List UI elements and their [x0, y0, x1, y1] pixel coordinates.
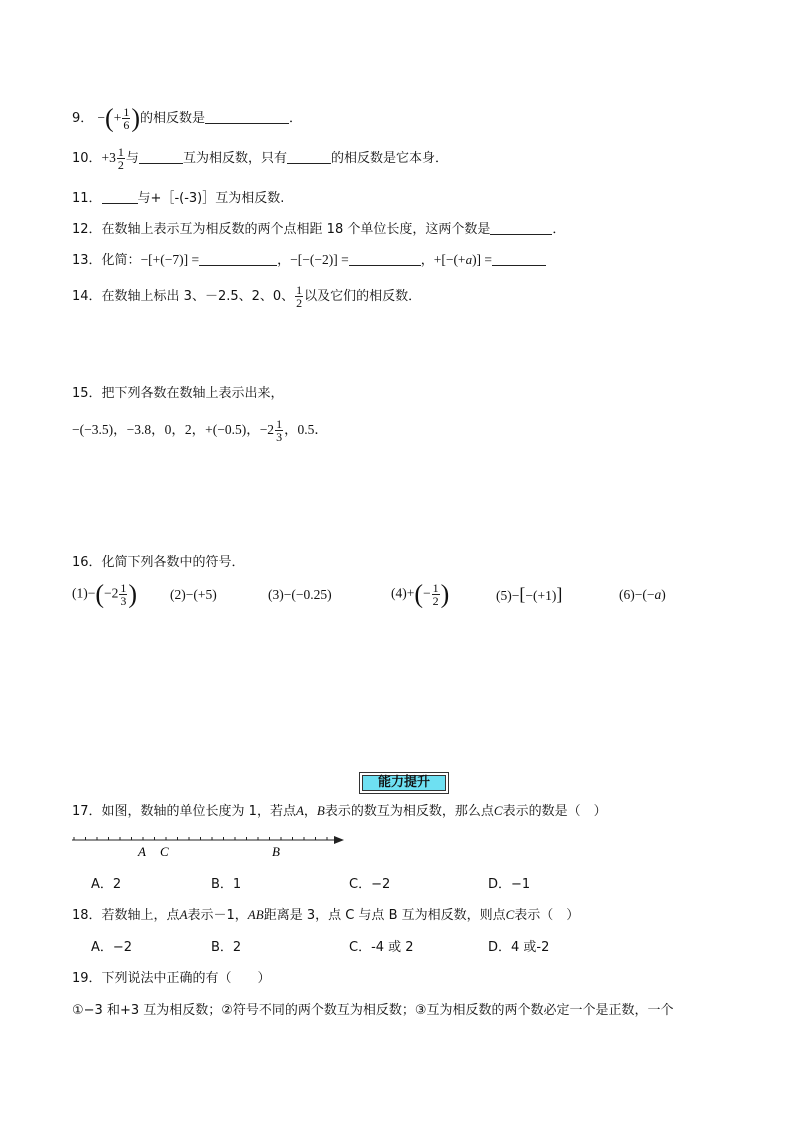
fraction [432, 582, 440, 607]
minus: − [423, 585, 431, 601]
expression-3: +[−(+ [433, 252, 466, 267]
question-text: 把下列各数在数轴上表示出来， [101, 386, 284, 401]
q18-option-b[interactable] [211, 936, 241, 955]
question-number: 19． [72, 971, 102, 986]
q16-item-5 [496, 584, 562, 605]
point-c: C [505, 907, 515, 922]
text-2: 互为相反数，只有 [182, 151, 287, 166]
number-tail: ，0.5． [284, 422, 328, 437]
separator: ， [191, 422, 206, 437]
q17-option-b[interactable] [211, 873, 241, 892]
mixed-whole: −2 [104, 585, 119, 601]
arrow-head-icon [334, 836, 344, 844]
right-bracket: ] [556, 584, 563, 604]
answer-blank[interactable] [102, 190, 138, 204]
right-paren: ) [131, 103, 141, 133]
question-number: 14． [72, 289, 102, 304]
denominator: 6 [123, 118, 130, 132]
q16-item-6 [619, 587, 666, 603]
item-expression: (2)−(+5) [170, 587, 217, 602]
question-number: 15． [72, 386, 102, 401]
period: ． [289, 111, 303, 126]
fraction [122, 106, 130, 131]
option-label: A．−2 [91, 940, 133, 955]
question-text: 化简下列各数中的符号． [101, 555, 245, 570]
q16-item-3 [268, 587, 332, 603]
item-label: (4)+ [391, 585, 415, 601]
option-label: B．1 [211, 877, 242, 892]
right-paren: ) [128, 579, 138, 609]
point-b: B [316, 803, 325, 818]
text-1: 如图，数轴的单位长度为 1，若点 [101, 804, 296, 819]
number-line [68, 828, 368, 868]
question-10 [72, 146, 448, 171]
option-label: C．−2 [349, 877, 391, 892]
label-b: B [272, 844, 280, 859]
number-item: −(−3.5) [72, 422, 114, 437]
number-item: −3.8 [126, 422, 152, 437]
numerator: 1 [296, 283, 303, 297]
separator: ， [420, 253, 434, 268]
text-3: 距离是 3，点 C 与点 B 互为相反数，则点 [263, 908, 506, 923]
expression-1: −[+(−7)] = [140, 252, 200, 267]
answer-blank-1[interactable] [199, 252, 277, 266]
question-17 [72, 800, 607, 819]
item-label: (1)− [72, 585, 96, 601]
point-a: A [295, 803, 304, 818]
question-16 [72, 551, 245, 570]
variable-a: a [654, 587, 662, 602]
label-c: C [160, 844, 169, 859]
q18-option-d[interactable] [488, 936, 549, 955]
question-15 [72, 382, 284, 401]
question-text: 在数轴上表示互为相反数的两个点相距 18 个单位长度，这两个数是 [101, 222, 491, 237]
denominator: 3 [120, 594, 127, 608]
question-19-statements [72, 999, 674, 1018]
number-item: −2 [259, 422, 275, 437]
question-number: 11． [72, 191, 102, 206]
text-2: 表示－1， [187, 908, 248, 923]
question-text: 下列说法中正确的有（ ） [101, 971, 271, 986]
period: ． [552, 222, 566, 237]
separator: ， [246, 422, 260, 437]
option-label: D．−1 [488, 877, 531, 892]
q16-item-4 [391, 579, 450, 609]
answer-blank-1[interactable] [139, 150, 183, 164]
numerator: 1 [123, 105, 130, 119]
expression-2: −[−(−2)] = [290, 252, 349, 267]
answer-blank-2[interactable] [349, 252, 421, 266]
denominator: 2 [432, 594, 439, 608]
mixed-number-whole: +3 [101, 150, 116, 165]
text-2: 表示的数互为相反数，那么点 [324, 804, 494, 819]
separator: ， [113, 422, 127, 437]
number-item: 2 [184, 422, 192, 437]
q16-item-2 [170, 587, 217, 603]
plus-sign: + [113, 110, 122, 125]
question-text: 在数轴上标出 3、－2.5、2、0、 [101, 289, 295, 304]
numerator: 1 [276, 417, 283, 432]
question-number: 18． [72, 908, 102, 923]
question-number: 16． [72, 555, 102, 570]
separator: ， [277, 253, 291, 268]
denominator: 2 [117, 158, 124, 172]
fraction [117, 146, 125, 171]
item-label: (6)−(− [619, 587, 655, 602]
numerator: 1 [117, 145, 124, 159]
item-label: (5)− [496, 588, 520, 603]
fraction [275, 418, 283, 443]
right-paren: ) [440, 579, 450, 609]
denominator: 2 [296, 296, 303, 310]
option-label: B．2 [211, 940, 242, 955]
variable-a: a [465, 252, 473, 267]
q16-item-1 [72, 579, 138, 609]
number-item: 0 [164, 422, 172, 437]
left-paren: ( [414, 579, 424, 609]
answer-blank[interactable] [490, 221, 552, 235]
q18-option-c[interactable] [349, 936, 414, 955]
point-a: A [179, 907, 188, 922]
numerator: 1 [432, 581, 439, 595]
question-18 [72, 904, 579, 923]
label-a: A [138, 844, 146, 859]
question-13 [72, 249, 546, 268]
item-expression: (3)−(−0.25) [268, 587, 332, 602]
option-label: A．2 [91, 877, 122, 892]
numerator: 1 [120, 581, 127, 595]
expression-3-end: )] = [472, 252, 493, 267]
text-1: 与 [125, 151, 139, 166]
separator: ， [171, 422, 185, 437]
separator: ， [151, 422, 165, 437]
statements-text: ①−3 和+3 互为相反数；②符号不同的两个数互为相反数；③互为相反数的两个数必定一个是正数，一个 [72, 1003, 674, 1018]
left-paren: ( [105, 103, 114, 133]
question-text: 化简： [101, 253, 141, 268]
comma: ， [303, 804, 317, 819]
q17-option-a[interactable] [91, 873, 121, 892]
question-number: 17． [72, 804, 102, 819]
denominator: 3 [276, 430, 283, 445]
fraction [119, 582, 127, 607]
q18-option-a[interactable] [91, 936, 132, 955]
answer-blank[interactable] [205, 110, 289, 124]
fraction [295, 284, 303, 309]
segment-ab: AB [247, 907, 264, 922]
text-3: 表示的数是（ ） [502, 804, 607, 819]
number-item: +(−0.5) [205, 422, 247, 437]
text-4: 表示（ ） [514, 908, 580, 923]
question-number: 12． [72, 222, 102, 237]
question-number: 10． [72, 151, 102, 166]
right-paren: ) [661, 587, 666, 602]
option-label: D．4 或-2 [488, 940, 550, 955]
q17-option-c[interactable] [349, 873, 390, 892]
left-bracket: [ [519, 584, 526, 604]
answer-blank-2[interactable] [287, 150, 331, 164]
left-paren: ( [95, 579, 105, 609]
question-15-numbers [72, 418, 328, 443]
question-text-2: 以及它们的相反数． [304, 289, 422, 304]
q17-option-d[interactable] [488, 873, 530, 892]
question-14 [72, 284, 421, 309]
question-11 [72, 187, 284, 206]
item-expression: −(+1) [525, 588, 557, 603]
question-number: 9． [72, 111, 94, 126]
question-9 [72, 103, 303, 133]
section-title: 能力提升 [359, 772, 449, 794]
option-label: C．-4 或 2 [349, 940, 414, 955]
question-text: 与+［-(-3)］互为相反数. [137, 191, 285, 206]
question-12 [72, 218, 565, 237]
point-c: C [493, 803, 503, 818]
text-3: 的相反数是它本身． [330, 151, 448, 166]
question-text: 的相反数是 [140, 111, 206, 126]
text-1: 若数轴上，点 [101, 908, 180, 923]
question-number: 13． [72, 253, 102, 268]
minus-sign: − [97, 110, 106, 125]
question-19 [72, 967, 271, 986]
answer-blank-3[interactable] [492, 252, 546, 266]
